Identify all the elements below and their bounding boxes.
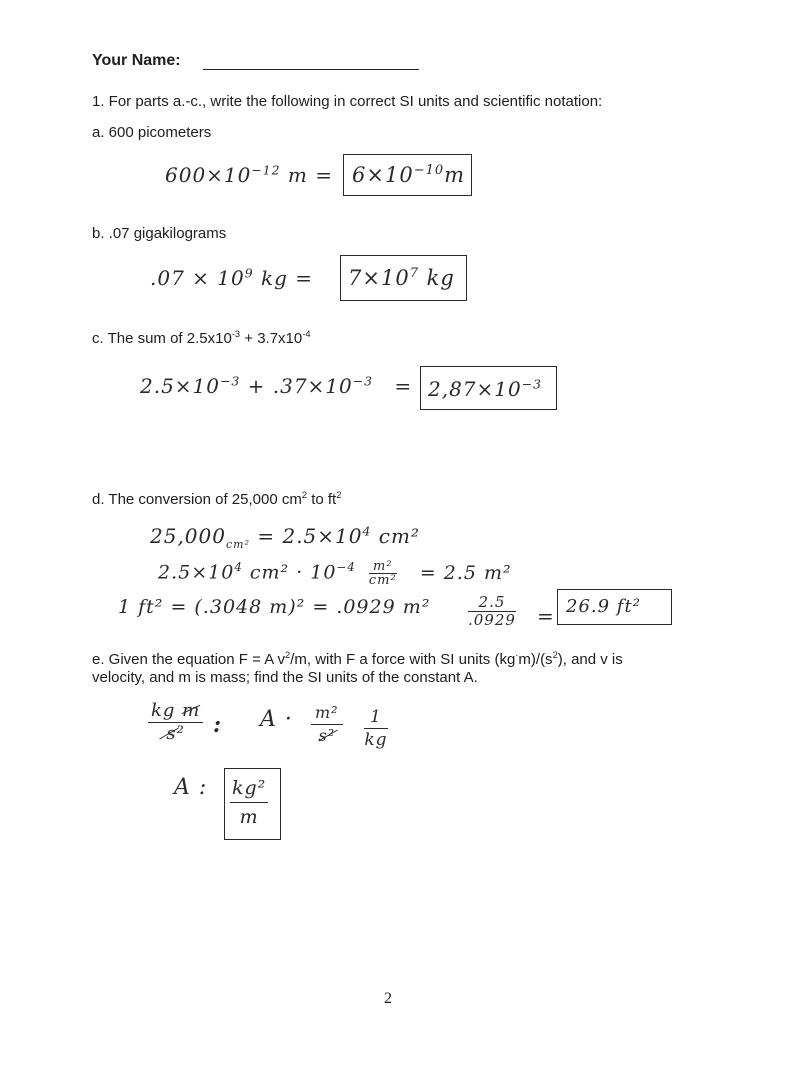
part-a-work-unit: m =: [287, 163, 333, 187]
part-e-label-exponent-1: 2: [285, 650, 291, 660]
part-e-work-colon: :: [213, 712, 223, 738]
part-d-work-line-2: [158, 560, 512, 587]
part-c-work-term-1-exponent: −3: [220, 373, 241, 389]
part-d-line-2-value: 2.5×10: [158, 561, 235, 584]
part-a-answer: [352, 163, 465, 187]
part-d-label: [92, 491, 341, 508]
part-d-line-3-conversion: 1 ft² = (.3048 m)² = .0929 m²: [118, 596, 431, 618]
part-b-answer-exponent: 7: [409, 266, 419, 281]
part-d-line-1-unit: cm²: [378, 524, 420, 548]
part-e-label-mid: /m, with F a force with SI units (kg: [290, 651, 516, 668]
part-e-label-exponent-2: 2: [552, 650, 558, 660]
part-e-answer-fraction: [230, 774, 268, 831]
part-d-label-exponent-2: 2: [336, 490, 342, 500]
part-e-answer-A: A :: [174, 775, 208, 800]
part-d-label-prefix: d. The conversion of 25,000 cm: [92, 491, 302, 508]
part-d-line-2-factor-exponent: −4: [336, 560, 356, 575]
part-c-work-term-2: + .37×10: [240, 374, 353, 398]
part-e-work-A: A ·: [260, 707, 293, 732]
part-b-work-exponent: 9: [244, 265, 254, 281]
part-c-answer-base: 2,87×10: [428, 377, 522, 401]
part-d-line-2-fraction-numerator: m²: [369, 560, 397, 574]
part-d-line-3-fraction-denominator: .0929: [468, 611, 516, 629]
part-c-label-exponent-1: -3: [231, 329, 241, 339]
part-d-line-3-fraction-numerator: 2.5: [468, 594, 516, 612]
part-e-work-fraction-1: [148, 700, 203, 745]
part-e-answer-numerator: kg²: [230, 774, 268, 803]
part-d-line-3-fraction: [468, 594, 516, 629]
part-e-label-suffix: ), and v is: [557, 651, 623, 668]
part-b-work-unit: kg =: [260, 266, 314, 290]
part-b-answer-unit: kg: [426, 266, 455, 290]
part-d-line-2-factor: cm² · 10: [249, 561, 337, 584]
part-d-work-line-3: [118, 596, 430, 618]
part-e-label-prefix: e. Given the equation F = A v: [92, 651, 286, 668]
part-b-label: b. .07 gigakilograms: [92, 225, 227, 242]
part-a-work-exponent: −12: [251, 162, 281, 178]
part-e-work-fraction-2-denominator: [311, 725, 343, 747]
part-c-work-term-1: 2.5×10: [140, 374, 221, 398]
part-c-label: [92, 330, 311, 347]
part-e-work-fraction-2-numerator: [311, 702, 343, 725]
part-c-work-term-2-exponent: −3: [352, 373, 374, 389]
part-a-answer-unit: m: [444, 163, 466, 187]
part-a-work: [165, 163, 333, 187]
part-b-work: [150, 266, 313, 290]
part-d-answer: 26.9 ft²: [566, 596, 641, 617]
part-d-label-exponent-1: 2: [301, 490, 308, 500]
part-e-label-line-1: [92, 651, 623, 668]
part-e-work-fraction-2-numerator-text: m²: [315, 703, 339, 722]
part-e-label-dot: ·: [515, 650, 519, 660]
part-e-work-fraction-2-denominator-text: s²: [318, 726, 336, 745]
part-d-line-1-exponent: 4: [362, 523, 372, 539]
part-d-line-1-value: 25,000: [150, 524, 226, 548]
page-number: 2: [384, 990, 392, 1007]
part-e-label-line-2: velocity, and m is mass; find the SI units of the constant A.: [92, 669, 478, 686]
part-b-answer: [348, 266, 455, 290]
part-a-answer-exponent: −10: [413, 163, 445, 178]
part-c-work-equals: =: [394, 374, 413, 398]
part-e-answer-denominator: m: [239, 806, 259, 828]
part-e-work-fraction-3-numerator: 1: [364, 706, 388, 729]
part-c-answer: [428, 377, 542, 401]
part-c-label-exponent-2: -4: [302, 329, 311, 339]
part-e-work-fraction-1-denominator-text: s²: [166, 723, 185, 744]
part-d-line-2-fraction: [369, 560, 397, 587]
name-field[interactable]: [203, 52, 419, 70]
part-d-line-2-exponent: 4: [234, 560, 243, 575]
part-e-label-mid-2: m)/(s: [518, 651, 553, 668]
part-a-label: a. 600 picometers: [92, 124, 212, 141]
part-e-work-fraction-3-denominator: kg: [364, 730, 388, 750]
part-c-label-mid: + 3.7x10: [240, 330, 303, 347]
part-e-work-fraction-3: [364, 706, 388, 751]
part-c-answer-exponent: −3: [521, 376, 543, 392]
part-d-work-line-1: [150, 524, 420, 551]
part-d-label-mid: to ft: [307, 491, 337, 508]
part-d-line-2-result: = 2.5 m²: [419, 561, 512, 584]
part-d-line-2-fraction-denominator: cm²: [368, 573, 397, 588]
part-a-answer-base: 6×10: [352, 163, 414, 187]
part-d-line-1-result: = 2.5×10: [257, 524, 363, 548]
part-b-answer-base: 7×10: [348, 266, 410, 290]
question-1-prompt: 1. For parts a.-c., write the following in correct SI units and scientific notation:: [92, 93, 603, 110]
part-e-work-fraction-1-denominator: [148, 723, 203, 745]
part-e-work-fraction-1-numerator: [148, 700, 203, 723]
part-d-line-3-equals: =: [537, 604, 555, 628]
part-c-label-prefix: c. The sum of 2.5x10: [92, 330, 232, 347]
part-b-work-base: .07 × 10: [150, 266, 245, 290]
part-e-work-fraction-1-numerator-text: kg m: [151, 700, 201, 721]
name-label: Your Name:: [92, 52, 181, 69]
part-d-line-1-unit-sub: cm²: [225, 538, 250, 551]
part-c-work: [140, 374, 412, 398]
part-a-work-base: 600×10: [165, 163, 252, 187]
part-e-work-fraction-2: [311, 702, 343, 747]
